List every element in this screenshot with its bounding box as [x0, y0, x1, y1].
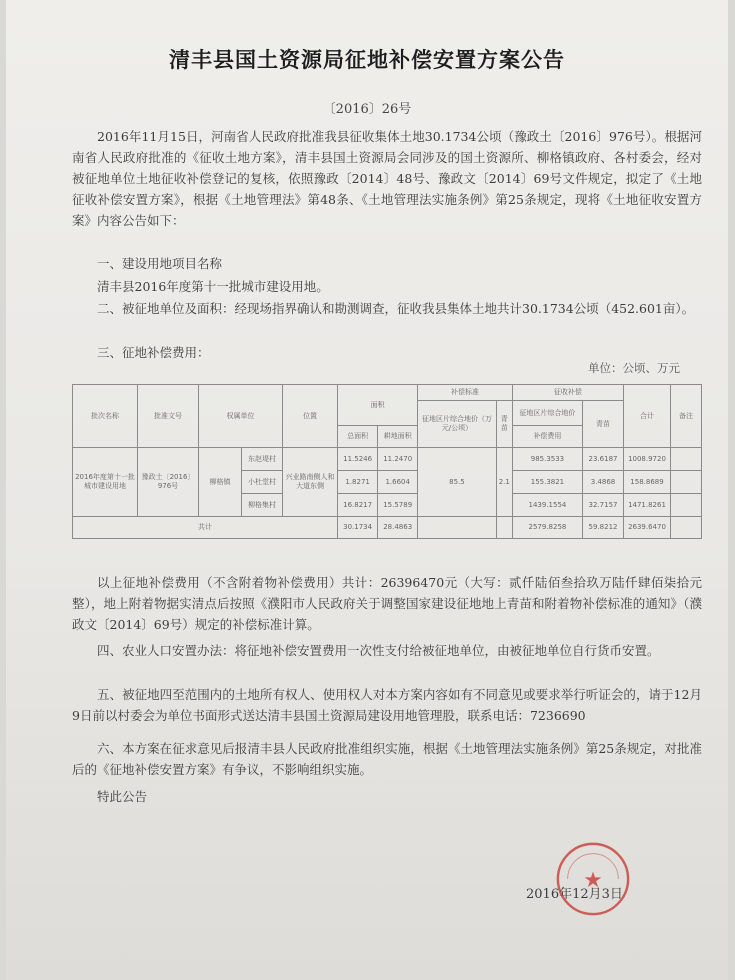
std-crop-cell: 2.1: [496, 448, 512, 517]
fee-land-cell: 1439.1554: [512, 494, 582, 517]
approval-doc-cell: 豫政土〔2016〕976号: [138, 448, 199, 517]
th-batch-name: 批次名称: [73, 385, 138, 448]
th-fee-land-sub: 补偿费用: [512, 426, 582, 448]
svg-text:★: ★: [583, 867, 603, 893]
area-total-cell: 1.8271: [338, 471, 378, 494]
row-total-cell: 1471.8261: [624, 494, 671, 517]
closing-text: 特此公告: [97, 789, 148, 804]
area-total-cell: 11.5246: [338, 448, 378, 471]
th-area: 面积: [338, 385, 418, 426]
page-title: 清丰县国土资源局征地补偿安置方案公告: [169, 47, 565, 72]
unit-label: 单位：公顷、万元: [588, 361, 680, 375]
remark-cell: [671, 494, 702, 517]
fee-land-cell: 985.3533: [512, 448, 582, 471]
section-5: 五、被征地四至范围内的土地所有权人、使用权人对本方案内容如有不同意见或要求举行听证会的，请于12月9日前以村委会为单位书面形式送达清丰县国土资源局建设用地管理股，联系电话：7236690: [72, 687, 702, 723]
row-total-cell: 158.8689: [624, 471, 671, 494]
town-cell: 柳格镇: [199, 448, 242, 517]
section-3-heading: 三、征地补偿费用：: [97, 345, 210, 360]
std-land-cell: 85.5: [418, 448, 496, 517]
section-6: 六、本方案在征求意见后报清丰县人民政府批准组织实施，根据《土地管理法实施条例》第25条规定，对批准后的《征地补偿安置方案》有争议，不影响组织实施。: [72, 741, 702, 777]
sum-remark: [671, 517, 702, 539]
sum-fee-land: 2579.8258: [512, 517, 582, 539]
th-remark: 备注: [671, 385, 702, 448]
area-arable-cell: 15.5789: [378, 494, 418, 517]
th-location: 位置: [283, 385, 338, 448]
location-cell: 兴业路南侧人和大道东侧: [283, 448, 338, 517]
batch-name-cell: 2016年度第十一批城市建设用地: [73, 448, 138, 517]
official-seal-stamp: [554, 840, 632, 918]
row-total-cell: 1008.9720: [624, 448, 671, 471]
th-fee: 征收补偿: [512, 385, 623, 401]
sum-area-total: 30.1734: [338, 517, 378, 539]
document-number: 〔2016〕26号: [322, 102, 412, 117]
fee-crop-cell: 23.6187: [583, 448, 624, 471]
section-1-heading: 一、建设用地项目名称: [97, 256, 223, 271]
sum-total: 2639.6470: [624, 517, 671, 539]
document-page: [6, 0, 728, 980]
intro-paragraph: 2016年11月15日，河南省人民政府批准我县征收集体土地30.1734公顷（豫政土〔2016〕976号）。根据河南省人民政府批准的《征收土地方案》，清丰县国土资源局会同涉及的国土资源所、柳格镇政府、各村委会，经对被征地单位土地征收补偿登记的复核，依照豫政〔2014〕48号、豫政文〔2014〕69号文件规定，拟定了《土地征收补偿安置方案》，根据《土地管理法》第48条、《土地管理法实施条例》第25条规定，现将《土地征收安置方案》内容公告如下：: [72, 129, 702, 228]
th-fee-land: 征地区片综合地价: [512, 401, 582, 426]
th-fee-crop: 青苗: [583, 401, 624, 448]
village-cell: 东赵堤村: [242, 448, 283, 471]
th-total: 合计: [624, 385, 671, 448]
th-area-arable: 耕地面积: [378, 426, 418, 448]
remark-cell: [671, 448, 702, 471]
fee-crop-cell: 3.4868: [583, 471, 624, 494]
section-4: 四、农业人口安置办法：将征地补偿安置费用一次性支付给被征地单位，由被征地单位自行货币安置。: [97, 643, 660, 658]
sum-fee-crop: 59.8212: [583, 517, 624, 539]
sum-std-land: [418, 517, 496, 539]
th-approval-doc: 批准文号: [138, 385, 199, 448]
section-1-body: 清丰县2016年度第十一批城市建设用地。: [97, 279, 329, 294]
th-standard: 补偿标准: [418, 385, 513, 401]
area-arable-cell: 1.6604: [378, 471, 418, 494]
fee-summary-paragraph: 以上征地补偿费用（不含附着物补偿费用）共计：26396470元（大写：贰仟陆佰叁拾玖万陆仟肆佰柒拾元整），地上附着物据实清点后按照《濮阳市人民政府关于调整国家建设征地地上青苗和附着物补偿标准的通知》（濮政文〔2014〕69号）规定的补偿标准计算。: [72, 575, 702, 632]
village-cell: 柳格集村: [242, 494, 283, 517]
th-owner: 权属单位: [199, 385, 283, 448]
fee-land-cell: 155.3821: [512, 471, 582, 494]
remark-cell: [671, 471, 702, 494]
th-area-total: 总面积: [338, 426, 378, 448]
fee-crop-cell: 32.7157: [583, 494, 624, 517]
sum-std-crop: [496, 517, 512, 539]
th-std-crop: 青苗: [496, 401, 512, 448]
sum-label-cell: 共计: [73, 517, 338, 539]
compensation-table: [72, 384, 702, 539]
sum-area-arable: 28.4863: [378, 517, 418, 539]
area-arable-cell: 11.2470: [378, 448, 418, 471]
section-2: 二、被征地单位及面积：经现场指界确认和勘测调查，征收我县集体土地共计30.1734公顷（452.601亩）。: [97, 301, 695, 316]
village-cell: 小杜堂村: [242, 471, 283, 494]
area-total-cell: 16.8217: [338, 494, 378, 517]
issue-date: 2016年12月3日: [526, 887, 623, 902]
th-std-land: 征地区片综合地价（万元/公顷）: [418, 401, 496, 448]
